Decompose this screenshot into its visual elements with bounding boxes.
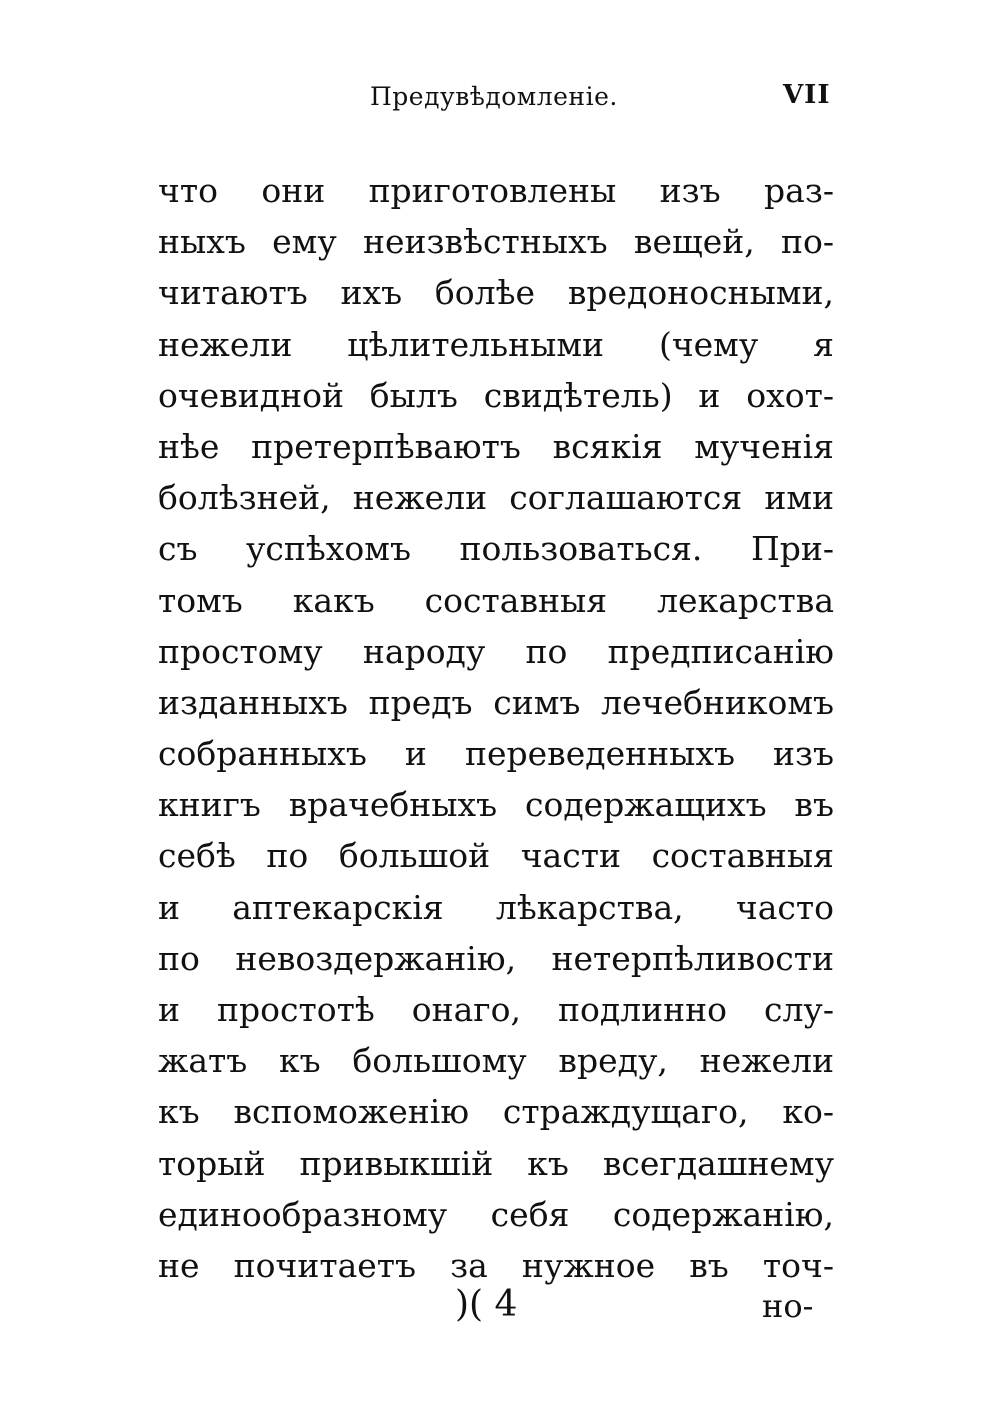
running-title: Предувѣдомленiе. (370, 82, 618, 111)
signature-mark: )( 4 (455, 1284, 518, 1325)
text-line: ныхъ ему неизвѣстныхъ вещей, по- (158, 222, 834, 262)
text-line: что они приготовлены изъ раз- (158, 171, 834, 210)
text-line: себѣ по большой части составныя (158, 836, 834, 876)
text-line: изданныхъ предъ симъ лечебникомъ (158, 682, 834, 722)
text-line: очевидной былъ свидѣтель) и охот- (158, 375, 834, 415)
text-line: единообразному себя содержанiю, (158, 1194, 834, 1234)
text-line: читаютъ ихъ болѣе вредоносными, (158, 273, 834, 313)
text-line: нежели цѣлительными (чему я (158, 324, 834, 364)
text-line: собранныхъ и переведенныхъ изъ (158, 734, 834, 774)
text-line: по невоздержанiю, нетерпѣливости (158, 938, 834, 978)
catchword: но- (762, 1287, 814, 1325)
text-line: съ успѣхомъ пользоваться. При- (158, 529, 834, 569)
text-line: и аптекарскiя лѣкарства, часто (158, 887, 834, 927)
page-number: VII (783, 80, 831, 110)
text-line: простому народу по предписанiю (158, 631, 834, 671)
text-line: торый привыкшiй къ всегдашнему (158, 1143, 834, 1183)
text-line: нѣе претерпѣваютъ всякiя мученiя (158, 426, 834, 466)
text-line: и простотѣ онаго, подлинно слу- (158, 990, 834, 1029)
text-line: къ вспоможенiю страждущаго, ко- (158, 1092, 834, 1132)
text-line: болѣзней, нежели соглашаются ими (158, 478, 834, 518)
text-line: томъ какъ составныя лекарства (158, 580, 834, 620)
text-line: книгъ врачебныхъ содержащихъ въ (158, 785, 834, 825)
text-line: жатъ къ большому вреду, нежели (158, 1041, 834, 1081)
text-line: не почитаетъ за нужное въ точ- (158, 1245, 834, 1285)
body-text (158, 165, 834, 1291)
